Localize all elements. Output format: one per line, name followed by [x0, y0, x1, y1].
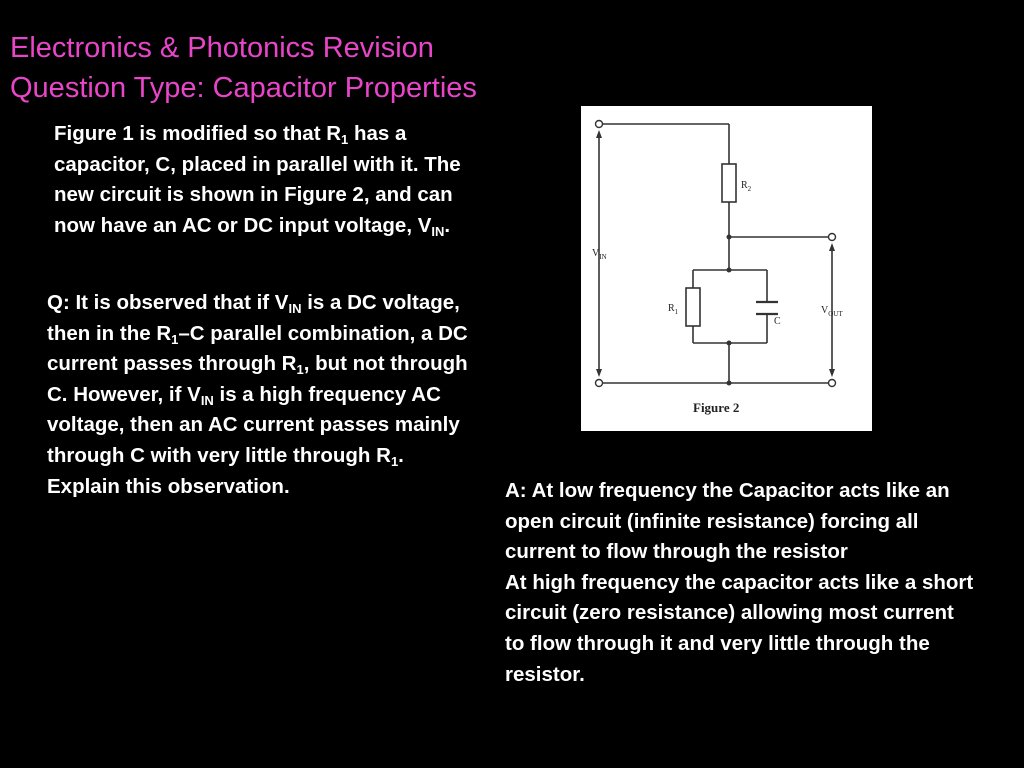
slide-title — [10, 28, 477, 108]
circuit-diagram — [581, 106, 872, 431]
resistor-r2 — [722, 164, 736, 202]
label-r2: $R_2$ — [741, 180, 752, 193]
label-r1: $R_1$ — [668, 303, 679, 316]
answer-line-1: A: At low frequency the Capacitor acts like an open circuit (infinite resistance) forcing all current to flow through the resistor — [505, 479, 950, 564]
label-vout: $V_{OUT}$ — [821, 305, 843, 318]
terminal-out-top — [829, 234, 836, 241]
terminal-in-top — [596, 121, 603, 128]
resistor-r1 — [686, 288, 700, 326]
figure-caption: Figure 2 — [693, 400, 740, 415]
terminal-in-bottom — [596, 380, 603, 387]
answer-line-2: At high frequency the capacitor acts like a short circuit (zero resistance) allowing most current to flow through it and very little through the resistor. — [505, 570, 974, 686]
title-line-1: Electronics & Photonics Revision — [10, 32, 434, 64]
label-c: C — [774, 316, 781, 327]
capacitor-c — [756, 302, 778, 314]
terminal-out-bottom — [829, 380, 836, 387]
circuit-figure — [581, 106, 872, 431]
title-line-2: Question Type: Capacitor Properties — [10, 72, 477, 104]
question-paragraph: Q: It is observed that if $V_{IN}$ is a DC voltage, then in the $R_1-C$ parallel combination, a DC current passes through $R_1$, but not through C. However, if $V_{IN}$ is a high frequency AC voltage, then an AC current passes mainly through C with very little through $R_1$. Explain this observation. — [47, 291, 468, 498]
label-vin: $V_{IN}$ — [592, 248, 607, 261]
intro-paragraph: Figure 1 is modified so that $R_1$ has a capacitor, C, placed in parallel with it. The new circuit is shown in Figure 2, and can now have an AC or DC input voltage, $V_{IN}$. — [54, 122, 461, 239]
answer-paragraph — [505, 476, 975, 690]
